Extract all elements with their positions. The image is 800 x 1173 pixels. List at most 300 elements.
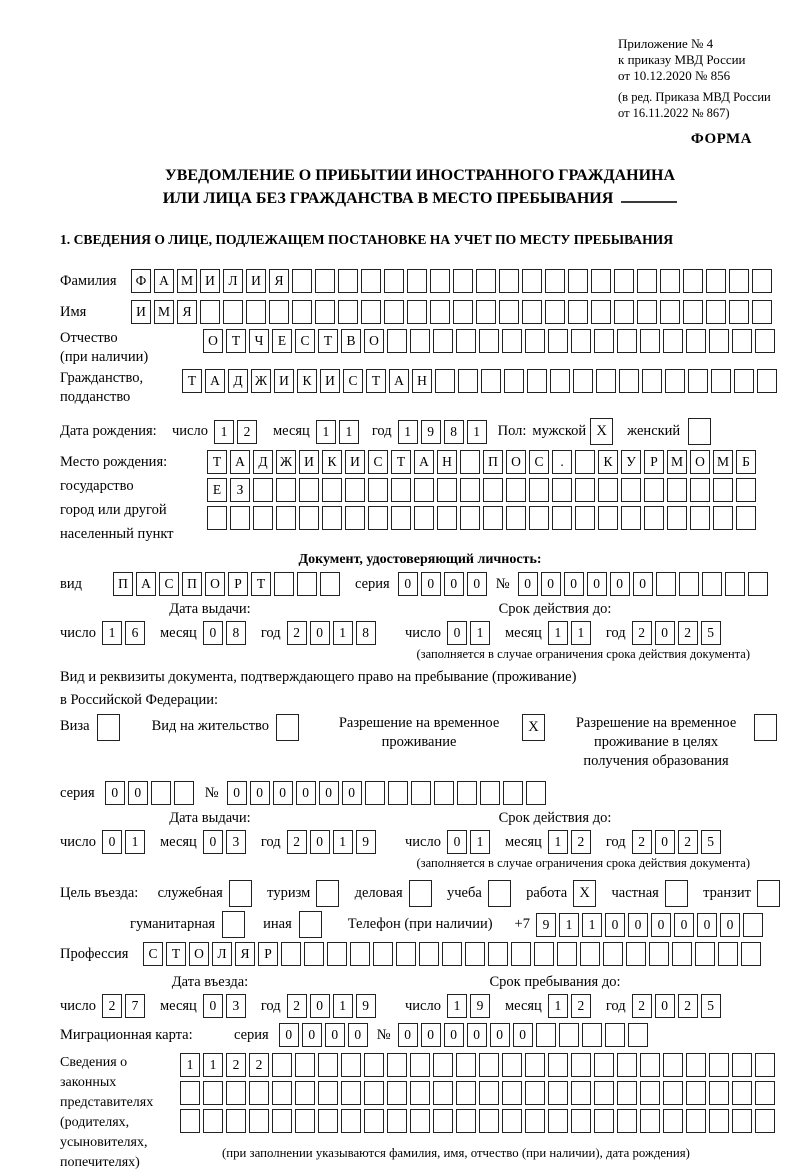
- char-cell: 0: [628, 913, 648, 937]
- char-cell: [272, 1053, 292, 1077]
- char-cell: 9: [470, 994, 490, 1018]
- char-cell: [571, 1081, 591, 1105]
- char-cell: О: [205, 572, 225, 596]
- char-cell: [345, 478, 365, 502]
- form-title-line2: ИЛИ ЛИЦА БЕЗ ГРАЖДАНСТВА В МЕСТО ПРЕБЫВАНИЯ: [162, 190, 614, 207]
- char-cell: [391, 506, 411, 530]
- char-cell: [637, 269, 657, 293]
- char-cell: [433, 329, 453, 353]
- char-cell: [396, 942, 416, 966]
- char-cell: Т: [207, 450, 227, 474]
- char-cell: [548, 1081, 568, 1105]
- day-word: число: [405, 624, 441, 641]
- char-cell: [548, 1053, 568, 1077]
- char-cell: И: [345, 450, 365, 474]
- char-cell: [437, 478, 457, 502]
- char-cell: [548, 1109, 568, 1133]
- number-word: №: [376, 1026, 391, 1043]
- issue-day-boxes: [102, 621, 148, 645]
- char-cell: [511, 942, 531, 966]
- residence-doc-dates: [60, 810, 780, 854]
- purpose-option: [447, 880, 511, 907]
- char-cell: 0: [310, 994, 330, 1018]
- expiry-month-boxes: [548, 621, 594, 645]
- char-cell: [200, 300, 220, 324]
- char-cell: [718, 942, 738, 966]
- char-cell: 9: [536, 913, 556, 937]
- sex-male-checkbox: X: [590, 418, 613, 445]
- purpose-label: Цель въезда:: [60, 885, 139, 901]
- char-cell: 1: [125, 830, 145, 854]
- char-cell: А: [205, 369, 225, 393]
- option-label: иная: [263, 916, 292, 932]
- char-cell: 0: [467, 1023, 487, 1047]
- char-cell: 1: [102, 621, 122, 645]
- char-cell: 0: [279, 1023, 299, 1047]
- char-cell: 0: [610, 572, 630, 596]
- char-cell: [672, 942, 692, 966]
- char-cell: [388, 781, 408, 805]
- char-cell: М: [667, 450, 687, 474]
- char-cell: [373, 942, 393, 966]
- char-cell: Д: [228, 369, 248, 393]
- char-cell: [683, 269, 703, 293]
- char-cell: [433, 1081, 453, 1105]
- reps-line2-boxes: [180, 1081, 778, 1105]
- char-cell: 1: [214, 420, 234, 444]
- char-cell: [596, 369, 616, 393]
- option-label: частная: [611, 885, 659, 901]
- char-cell: [502, 1081, 522, 1105]
- surname-row: [60, 269, 780, 293]
- char-cell: 1: [582, 913, 602, 937]
- purpose-humanitarian-checkbox: [222, 911, 245, 938]
- char-cell: [407, 300, 427, 324]
- char-cell: 0: [310, 830, 330, 854]
- char-cell: [318, 1109, 338, 1133]
- char-cell: Ж: [276, 450, 296, 474]
- char-cell: [502, 1053, 522, 1077]
- surname-label: Фамилия: [60, 272, 117, 289]
- char-cell: [410, 1053, 430, 1077]
- char-cell: [573, 369, 593, 393]
- char-cell: [151, 781, 171, 805]
- char-cell: [502, 329, 522, 353]
- reps-label-line: попечителях): [60, 1155, 140, 1170]
- surname-boxes: [131, 269, 775, 293]
- char-cell: С: [343, 369, 363, 393]
- migration-number-boxes: [398, 1023, 651, 1047]
- birth-place-sub3: населенный пункт: [60, 526, 174, 542]
- char-cell: [320, 572, 340, 596]
- revision-line: от 16.11.2022 № 867): [618, 106, 730, 120]
- char-cell: [529, 506, 549, 530]
- expiry-day-boxes: [447, 621, 493, 645]
- char-cell: М: [154, 300, 174, 324]
- migration-card-label: Миграционная карта:: [60, 1026, 193, 1043]
- char-cell: М: [713, 450, 733, 474]
- char-cell: [269, 300, 289, 324]
- char-cell: [557, 942, 577, 966]
- option-label: деловая: [354, 885, 403, 901]
- char-cell: [180, 1081, 200, 1105]
- char-cell: П: [182, 572, 202, 596]
- char-cell: [226, 1081, 246, 1105]
- char-cell: [480, 781, 500, 805]
- reps-label-line: представителях: [60, 1095, 154, 1110]
- residence-permit-checkbox: [276, 714, 299, 741]
- series-word: серия: [355, 575, 390, 592]
- birth-year-boxes: [398, 420, 490, 444]
- char-cell: [338, 300, 358, 324]
- char-cell: [230, 506, 250, 530]
- char-cell: [322, 478, 342, 502]
- char-cell: В: [341, 329, 361, 353]
- birth-place-line1-boxes: [207, 450, 759, 474]
- char-cell: [295, 1053, 315, 1077]
- char-cell: 8: [444, 420, 464, 444]
- char-cell: [617, 1081, 637, 1105]
- char-cell: [345, 506, 365, 530]
- char-cell: Р: [258, 942, 278, 966]
- char-cell: 1: [548, 830, 568, 854]
- char-cell: [686, 1109, 706, 1133]
- char-cell: 2: [102, 994, 122, 1018]
- char-cell: [481, 369, 501, 393]
- char-cell: [617, 1109, 637, 1133]
- char-cell: 0: [447, 621, 467, 645]
- reps-label-line: законных: [60, 1075, 117, 1090]
- char-cell: 0: [447, 830, 467, 854]
- char-cell: [435, 369, 455, 393]
- birth-place-line3-boxes: [207, 506, 759, 530]
- visa-label: Виза: [60, 718, 90, 734]
- char-cell: А: [154, 269, 174, 293]
- char-cell: [709, 1081, 729, 1105]
- char-cell: [292, 300, 312, 324]
- char-cell: Т: [391, 450, 411, 474]
- char-cell: О: [364, 329, 384, 353]
- sex-female-label: женский: [627, 423, 681, 439]
- option-label: транзит: [703, 885, 751, 901]
- visa-option: [60, 714, 120, 741]
- birth-day-boxes: [214, 420, 260, 444]
- char-cell: [253, 506, 273, 530]
- residence-number-boxes: [227, 781, 549, 805]
- number-word: №: [495, 575, 510, 592]
- char-cell: [315, 269, 335, 293]
- phone-boxes: [536, 913, 766, 937]
- month-word: месяц: [504, 997, 542, 1014]
- char-cell: [368, 506, 388, 530]
- purpose-tourism-checkbox: [316, 880, 339, 907]
- temp-residence-option: [323, 714, 545, 752]
- series-word: серия: [234, 1026, 269, 1043]
- char-cell: П: [483, 450, 503, 474]
- residence-issue-month-boxes: [203, 830, 249, 854]
- reps-note: (при заполнении указываются фамилия, имя, отчество (при наличии), дата рождения): [222, 1146, 690, 1160]
- char-cell: Т: [182, 369, 202, 393]
- char-cell: [640, 1109, 660, 1133]
- char-cell: [642, 369, 662, 393]
- char-cell: [571, 1109, 591, 1133]
- entry-day-boxes: [102, 994, 148, 1018]
- char-cell: [591, 269, 611, 293]
- section1-heading: 1. СВЕДЕНИЯ О ЛИЦЕ, ПОДЛЕЖАЩЕМ ПОСТАНОВКЕ НА УЧЕТ ПО МЕСТУ ПРЕБЫВАНИЯ: [60, 232, 674, 247]
- temp-residence-edu-checkbox: [754, 714, 777, 741]
- char-cell: [725, 572, 745, 596]
- day-word: число: [60, 997, 96, 1014]
- char-cell: [327, 942, 347, 966]
- char-cell: [384, 300, 404, 324]
- char-cell: 0: [102, 830, 122, 854]
- char-cell: 1: [180, 1053, 200, 1077]
- patronymic-row: [60, 329, 780, 367]
- char-cell: [522, 300, 542, 324]
- char-cell: [522, 269, 542, 293]
- char-cell: 2: [287, 994, 307, 1018]
- char-cell: [568, 269, 588, 293]
- char-cell: [617, 329, 637, 353]
- char-cell: [465, 942, 485, 966]
- char-cell: [580, 942, 600, 966]
- issue-date-heading: Дата выдачи:: [169, 810, 251, 826]
- char-cell: Я: [177, 300, 197, 324]
- char-cell: [411, 781, 431, 805]
- birth-date-label: Дата рождения:: [60, 423, 157, 439]
- char-cell: [649, 942, 669, 966]
- temp-residence-label: Разрешение на временное проживание: [338, 715, 500, 750]
- char-cell: [644, 478, 664, 502]
- char-cell: 1: [333, 994, 353, 1018]
- char-cell: 0: [421, 1023, 441, 1047]
- doc-number-boxes: [518, 572, 771, 596]
- char-cell: [442, 942, 462, 966]
- char-cell: [614, 269, 634, 293]
- sex-male-label: мужской: [532, 423, 587, 439]
- char-cell: [663, 1081, 683, 1105]
- char-cell: Я: [235, 942, 255, 966]
- entry-month-boxes: [203, 994, 249, 1018]
- month-word: месяц: [504, 833, 542, 850]
- char-cell: [391, 478, 411, 502]
- char-cell: [433, 1053, 453, 1077]
- purpose-option: [703, 880, 780, 907]
- char-cell: [299, 506, 319, 530]
- char-cell: [571, 329, 591, 353]
- purpose-option: [158, 880, 252, 907]
- day-word: число: [405, 833, 441, 850]
- stay-until-heading: Срок пребывания до:: [489, 974, 621, 990]
- char-cell: 0: [587, 572, 607, 596]
- char-cell: И: [299, 450, 319, 474]
- char-cell: 2: [632, 621, 652, 645]
- char-cell: [640, 1053, 660, 1077]
- char-cell: [297, 572, 317, 596]
- char-cell: [743, 913, 763, 937]
- char-cell: [525, 329, 545, 353]
- char-cell: [226, 1109, 246, 1133]
- char-cell: С: [368, 450, 388, 474]
- char-cell: 0: [203, 994, 223, 1018]
- patronymic-label: Отчество: [60, 330, 118, 346]
- char-cell: [644, 506, 664, 530]
- char-cell: [488, 942, 508, 966]
- migration-series-boxes: [279, 1023, 371, 1047]
- char-cell: 0: [720, 913, 740, 937]
- month-word: месяц: [504, 624, 542, 641]
- appendix-line: Приложение № 4: [618, 36, 714, 51]
- char-cell: [732, 1109, 752, 1133]
- char-cell: Л: [212, 942, 232, 966]
- char-cell: [559, 1023, 579, 1047]
- char-cell: [479, 1109, 499, 1133]
- char-cell: 0: [302, 1023, 322, 1047]
- char-cell: [203, 1109, 223, 1133]
- revision-line: (в ред. Приказа МВД России: [618, 90, 771, 104]
- char-cell: [545, 269, 565, 293]
- char-cell: О: [506, 450, 526, 474]
- char-cell: [663, 329, 683, 353]
- char-cell: [621, 506, 641, 530]
- year-word: год: [260, 833, 281, 850]
- char-cell: [686, 329, 706, 353]
- char-cell: О: [189, 942, 209, 966]
- citizenship-label2: подданство: [60, 389, 131, 405]
- given-name-label: Имя: [60, 303, 87, 320]
- char-cell: [503, 781, 523, 805]
- expiry-note: (заполняется в случае ограничения срока действия документа): [416, 647, 750, 661]
- entry-date-heading: Дата въезда:: [171, 974, 249, 990]
- char-cell: 0: [655, 830, 675, 854]
- char-cell: 9: [356, 830, 376, 854]
- form-title-line1: УВЕДОМЛЕНИЕ О ПРИБЫТИИ ИНОСТРАННОГО ГРАЖДАНИНА: [164, 167, 676, 184]
- char-cell: [203, 1081, 223, 1105]
- char-cell: 0: [633, 572, 653, 596]
- char-cell: [361, 269, 381, 293]
- char-cell: К: [598, 450, 618, 474]
- char-cell: [437, 506, 457, 530]
- option-label: служебная: [157, 885, 223, 901]
- month-word: месяц: [159, 624, 197, 641]
- migration-card-row: [60, 1023, 780, 1047]
- visa-checkbox: [97, 714, 120, 741]
- char-cell: [526, 781, 546, 805]
- char-cell: [663, 1053, 683, 1077]
- char-cell: [453, 300, 473, 324]
- char-cell: 6: [125, 621, 145, 645]
- reps-label-line: усыновителях,: [60, 1135, 148, 1150]
- char-cell: А: [414, 450, 434, 474]
- char-cell: [525, 1109, 545, 1133]
- char-cell: [552, 506, 572, 530]
- char-cell: [594, 1053, 614, 1077]
- char-cell: 1: [203, 1053, 223, 1077]
- char-cell: 0: [310, 621, 330, 645]
- expiry-date-heading: Срок действия до:: [498, 601, 612, 617]
- residence-doc-intro1: Вид и реквизиты документа, подтверждающего право на пребывание (проживание): [60, 669, 577, 685]
- char-cell: [605, 1023, 625, 1047]
- char-cell: К: [322, 450, 342, 474]
- char-cell: [656, 572, 676, 596]
- char-cell: [660, 269, 680, 293]
- patronymic-note: (при наличии): [60, 349, 149, 365]
- sex-label: Пол:: [497, 423, 527, 439]
- char-cell: [755, 329, 775, 353]
- char-cell: С: [143, 942, 163, 966]
- profession-row: [60, 942, 780, 966]
- char-cell: [430, 269, 450, 293]
- residence-permit-option: [152, 714, 299, 741]
- year-word: год: [260, 997, 281, 1014]
- char-cell: [430, 300, 450, 324]
- char-cell: [690, 478, 710, 502]
- char-cell: [410, 329, 430, 353]
- doc-series-boxes: [398, 572, 490, 596]
- char-cell: [545, 300, 565, 324]
- phone-label: Телефон (при наличии): [347, 916, 493, 932]
- form-label: ФОРМА: [690, 131, 752, 147]
- char-cell: У: [621, 450, 641, 474]
- char-cell: Ф: [131, 269, 151, 293]
- char-cell: 0: [203, 830, 223, 854]
- char-cell: [414, 478, 434, 502]
- identity-doc-row: [60, 572, 780, 596]
- char-cell: 0: [541, 572, 561, 596]
- temp-residence-checkbox: X: [522, 714, 545, 741]
- char-cell: 0: [227, 781, 247, 805]
- year-word: год: [605, 997, 626, 1014]
- char-cell: 0: [490, 1023, 510, 1047]
- char-cell: [729, 269, 749, 293]
- char-cell: [457, 781, 477, 805]
- char-cell: [295, 1109, 315, 1133]
- char-cell: [686, 1081, 706, 1105]
- given-name-boxes: [131, 300, 775, 324]
- purpose-private-checkbox: [665, 880, 688, 907]
- char-cell: [456, 329, 476, 353]
- char-cell: [757, 369, 777, 393]
- phone-row: [130, 911, 780, 938]
- char-cell: 0: [325, 1023, 345, 1047]
- char-cell: 0: [467, 572, 487, 596]
- char-cell: 0: [105, 781, 125, 805]
- year-word: год: [371, 423, 392, 439]
- issue-date-heading: Дата выдачи:: [169, 601, 251, 617]
- char-cell: 1: [559, 913, 579, 937]
- char-cell: [341, 1053, 361, 1077]
- char-cell: [433, 1109, 453, 1133]
- residence-series-boxes: [105, 781, 197, 805]
- char-cell: К: [297, 369, 317, 393]
- char-cell: [458, 369, 478, 393]
- char-cell: 0: [605, 913, 625, 937]
- residence-permit-label: Вид на жительство: [151, 718, 270, 734]
- char-cell: 1: [548, 621, 568, 645]
- char-cell: [709, 1053, 729, 1077]
- residence-doc-intro2: в Российской Федерации:: [60, 692, 219, 708]
- char-cell: [456, 1081, 476, 1105]
- char-cell: [479, 1053, 499, 1077]
- char-cell: 0: [250, 781, 270, 805]
- char-cell: 2: [632, 830, 652, 854]
- char-cell: 2: [678, 994, 698, 1018]
- doc-kind-boxes: [113, 572, 343, 596]
- char-cell: [755, 1109, 775, 1133]
- char-cell: Д: [253, 450, 273, 474]
- char-cell: [752, 300, 772, 324]
- char-cell: [667, 506, 687, 530]
